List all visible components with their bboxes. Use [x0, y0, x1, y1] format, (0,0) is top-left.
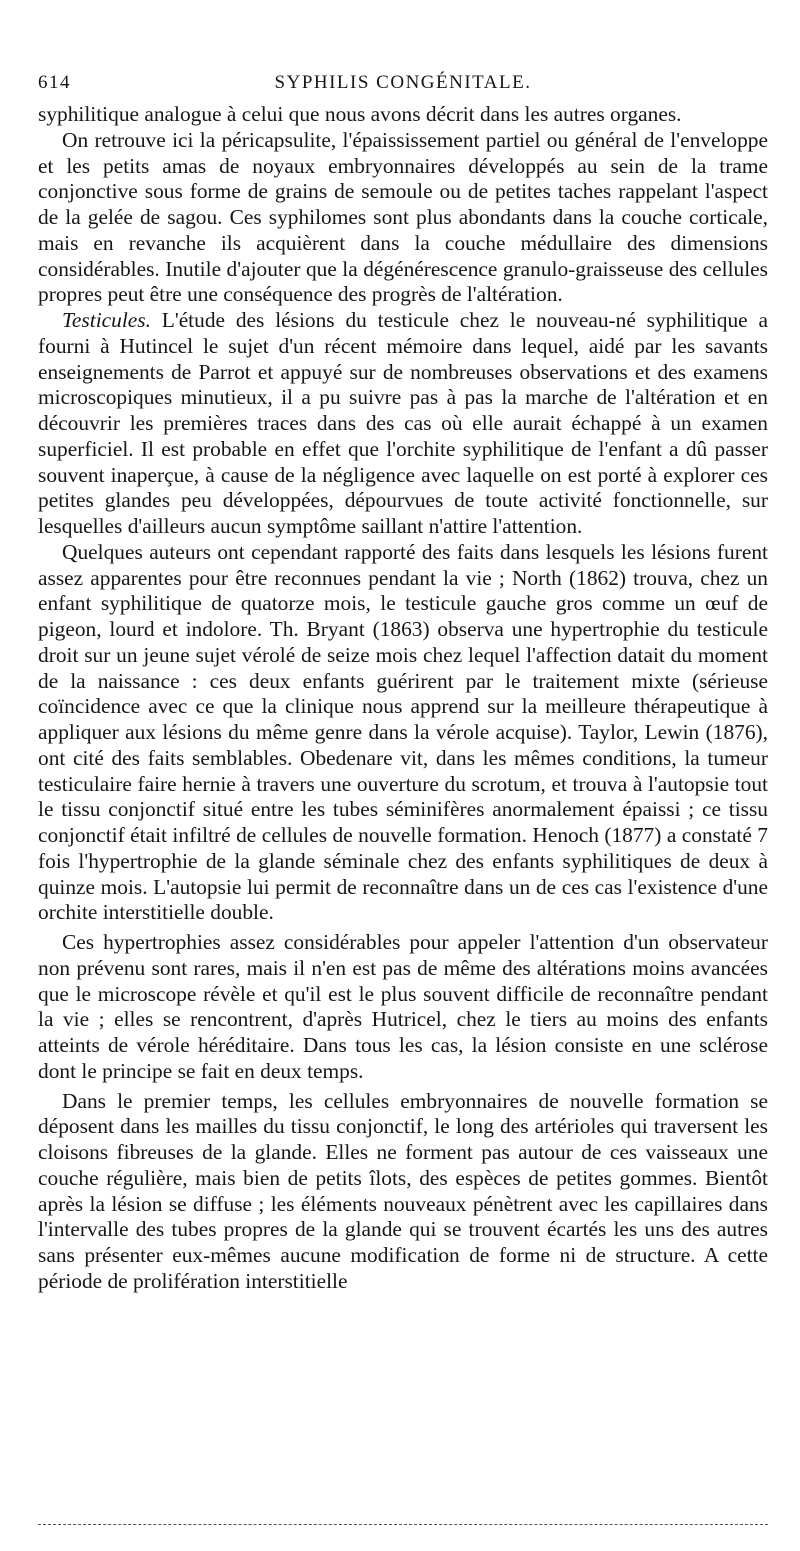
paragraph: [38, 930, 768, 1085]
paragraph-text: Ces hypertrophies assez considérables pour appeler l'attention d'un observateur non prévenu sont rares, mais il n'en est pas de même des altérations moins avancées que le microscope révèle et qu'il est le plus souvent difficile de reconnaître pendant la vie ; elles se rencontrent, d'après Hutricel, chez le tiers au moins des enfants atteints de vérole héréditaire. Dans tous les cas, la lésion consiste en une sclérose dont le principe se fait en deux temps.: [38, 930, 768, 1083]
paragraph: [38, 540, 768, 926]
page-number: 614: [38, 72, 71, 93]
paragraph-continuation: [38, 102, 768, 128]
running-title: SYPHILIS CONGÉNITALE.: [274, 72, 532, 93]
paragraph: [38, 1089, 768, 1295]
body-text: [38, 102, 768, 1295]
paragraph-text: L'étude des lésions du testicule chez le nouveau-né syphilitique a fourni à Hutincel le sujet d'un récent mémoire dans lequel, aidé par les savants enseignements de Parrot et appuyé sur de nombreuses observations et des examens microscopiques minutieux, il a pu suivre pas à pas la marche de l'altération et en découvrir les premières traces dans des cas où elle aurait échappé à un examen superficiel. Il est probable en effet que l'orchite syphilitique de l'enfant a dû passer souvent inaperçue, à cause de la négligence avec laquelle on est porté à explorer ces petites glandes peu développées, dépourvues de toute activité fonctionnelle, sur lesquelles d'ailleurs aucun symptôme saillant n'attire l'attention.: [38, 308, 768, 538]
book-page: [38, 64, 768, 1295]
paragraph: [38, 128, 768, 308]
paragraph-text: syphilitique analogue à celui que nous avons décrit dans les autres organes.: [38, 102, 682, 126]
paragraph-text: Quelques auteurs ont cependant rapporté des faits dans lesquels les lésions furent assez apparentes pour être reconnues pendant la vie ; North (1862) trouva, chez un enfant syphilitique de quatorze mois, le testicule gauche gros comme un œuf de pigeon, lourd et indolore. Th. Bryant (1863) observa une hypertrophie du testicule droit sur un jeune sujet vérolé de seize mois chez lequel l'affection datait du moment de la naissance : ces deux enfants guérirent par le traitement mixte (sérieuse coïncidence avec ce que la clinique nous apprend sur la meilleure thérapeutique à appliquer aux lésions du même genre dans la vérole acquise). Taylor, Lewin (1876), ont cité des faits semblables. Obedenare vit, dans les mêmes conditions, la tumeur testiculaire faire hernie à travers une ouverture du scrotum, et trouva à l'autopsie tout le tissu conjonctif situé entre les tubes séminifères anormalement épaissi ; ce tissu conjonctif était infiltré de cellules de nouvelle formation. Henoch (1877) a constaté 7 fois l'hypertrophie de la glande séminale chez des enfants syphilitiques de deux à quinze mois. L'autopsie lui permit de reconnaître dans un de ces cas l'existence d'une orchite interstitielle double.: [38, 539, 768, 925]
running-head: [38, 64, 768, 98]
section-run-in-heading: Testicules.: [62, 308, 151, 332]
paragraph-testicules: [38, 308, 768, 540]
footer-rule: [38, 1524, 768, 1525]
paragraph-text: On retrouve ici la péricapsulite, l'épaississement partiel ou général de l'enveloppe et les petits amas de noyaux embryonnaires développés au sein de la trame conjonctive sous forme de grains de semoule ou de petites taches rappelant l'aspect de la gelée de sagou. Ces syphilomes sont plus abondants dans la couche corticale, mais en revanche ils acquièrent dans la couche médullaire des dimensions considérables. Inutile d'ajouter que la dégénérescence granulo-graisseuse des cellules propres peut être une conséquence des progrès de l'altération.: [38, 127, 768, 307]
paragraph-text: Dans le premier temps, les cellules embryonnaires de nouvelle formation se déposent dans les mailles du tissu conjonctif, le long des artérioles qui traversent les cloisons fibreuses de la glande. Elles ne forment pas autour de ces vaisseaux une couche régulière, mais bien de petits îlots, des espèces de petites gommes. Bientôt après la lésion se diffuse ; les éléments nouveaux pénètrent avec les capillaires dans l'intervalle des tubes propres de la glande qui se trouvent écartés les uns des autres sans présenter eux-mêmes aucune modification de forme ni de structure. A cette période de prolifération interstitielle: [38, 1088, 768, 1293]
